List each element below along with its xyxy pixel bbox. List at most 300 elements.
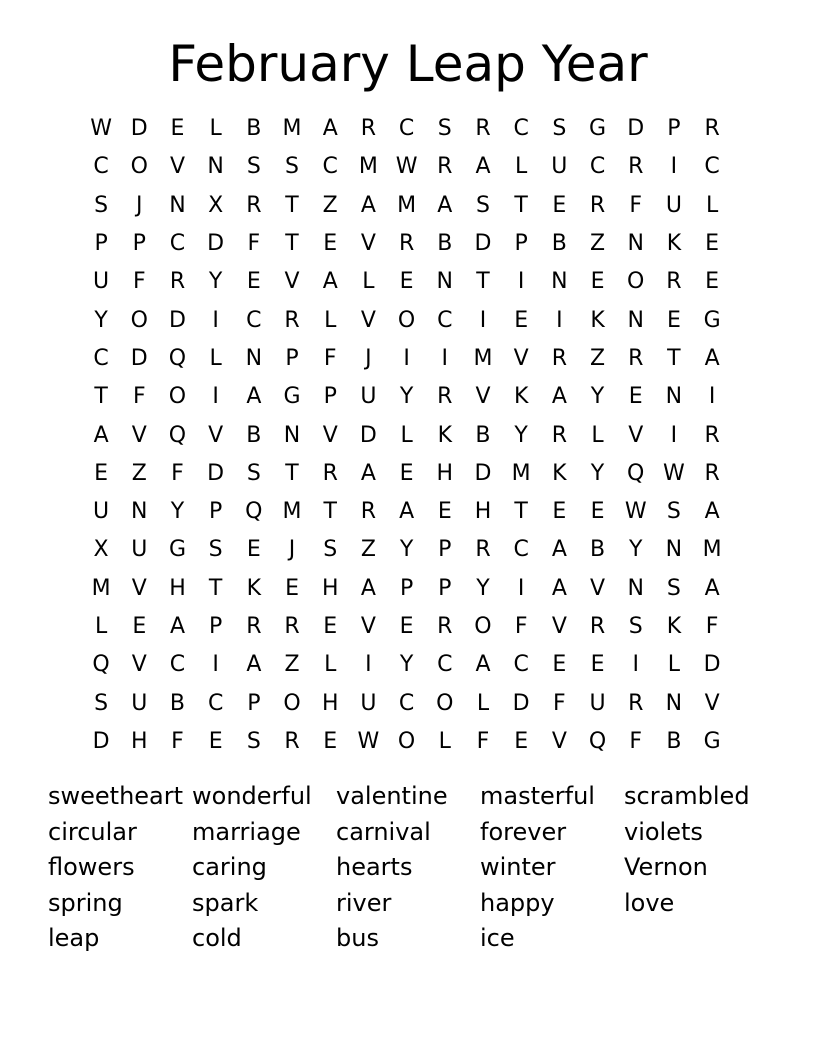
- grid-letter: E: [323, 614, 338, 639]
- grid-letter: E: [590, 269, 605, 295]
- word-list-item: carnival: [336, 817, 431, 846]
- grid-letter: K: [246, 575, 262, 601]
- grid-letter: Q: [168, 345, 187, 371]
- grid-letter: T: [667, 345, 681, 371]
- word-list-row: [48, 921, 768, 957]
- grid-letter: D: [207, 460, 225, 486]
- grid-letter: C: [93, 154, 109, 180]
- grid-letter: A: [551, 384, 567, 410]
- grid-letter: C: [513, 652, 529, 678]
- grid-letter: T: [208, 575, 223, 601]
- grid-letter: Y: [399, 652, 414, 678]
- grid-letter: Z: [322, 192, 338, 218]
- grid-letter: B: [589, 537, 606, 563]
- grid-letter: U: [551, 154, 568, 180]
- grid-letter: N: [207, 154, 224, 180]
- grid-letter: F: [705, 614, 719, 639]
- grid-letter: Z: [589, 231, 606, 257]
- grid-letter: K: [552, 460, 567, 486]
- grid-letter: E: [628, 384, 643, 410]
- grid-letter: R: [551, 345, 567, 371]
- grid-letter: E: [94, 460, 109, 486]
- grid-letter: Y: [399, 384, 414, 410]
- grid-letter: V: [322, 422, 338, 448]
- grid-row: [82, 263, 734, 301]
- grid-letter: R: [628, 345, 644, 371]
- grid-letter: D: [92, 728, 110, 754]
- word-list-row: [48, 886, 768, 922]
- grid-letter: R: [704, 422, 720, 448]
- grid-row: [82, 608, 734, 646]
- grid-letter: E: [323, 728, 338, 754]
- grid-letter: C: [246, 307, 262, 333]
- grid-letter: Q: [627, 460, 645, 486]
- grid-letter: E: [590, 499, 605, 525]
- grid-letter: M: [282, 499, 302, 525]
- grid-letter: F: [629, 728, 643, 754]
- grid-letter: V: [131, 652, 147, 678]
- grid-letter: R: [246, 614, 262, 639]
- grid-letter: P: [285, 345, 299, 371]
- grid-letter: M: [91, 575, 111, 601]
- grid-letter: P: [209, 499, 223, 525]
- word-list-item: leap: [48, 924, 100, 953]
- grid-letter: O: [283, 690, 301, 716]
- word-list-item: wonderful: [192, 782, 312, 811]
- grid-row: [82, 646, 734, 684]
- grid-letter: S: [475, 192, 490, 218]
- grid-letter: M: [397, 192, 417, 218]
- grid-letter: A: [475, 154, 491, 180]
- grid-letter: C: [437, 652, 453, 678]
- grid-letter: B: [437, 231, 453, 257]
- grid-letter: K: [590, 307, 605, 333]
- grid-letter: O: [474, 614, 492, 639]
- grid-letter: C: [322, 154, 338, 180]
- grid-letter: I: [441, 345, 449, 371]
- grid-letter: T: [514, 499, 528, 525]
- grid-letter: U: [131, 690, 148, 716]
- word-list-row: [48, 815, 768, 851]
- grid-letter: D: [130, 345, 148, 371]
- grid-letter: E: [552, 652, 567, 678]
- grid-letter: L: [209, 116, 222, 142]
- grid-letter: T: [94, 384, 108, 410]
- grid-row: [82, 531, 734, 569]
- grid-letter: Y: [94, 307, 108, 333]
- grid-letter: A: [246, 384, 262, 410]
- grid-row: [82, 493, 734, 531]
- grid-letter: N: [551, 269, 568, 295]
- grid-letter: K: [666, 614, 682, 639]
- grid-letter: T: [323, 499, 337, 525]
- word-list-item: circular: [48, 817, 137, 846]
- grid-letter: F: [323, 345, 337, 371]
- grid-letter: U: [93, 499, 110, 525]
- grid-letter: S: [552, 116, 567, 142]
- grid-row: [82, 455, 734, 493]
- word-list-item: ice: [480, 924, 515, 953]
- grid-letter: U: [360, 384, 377, 410]
- grid-letter: E: [170, 116, 185, 142]
- grid-letter: H: [321, 690, 339, 716]
- grid-letter: C: [437, 307, 453, 333]
- grid-letter: L: [705, 192, 719, 218]
- grid-letter: D: [168, 307, 186, 333]
- grid-letter: Q: [245, 499, 263, 525]
- grid-letter: L: [400, 422, 413, 448]
- grid-letter: M: [282, 116, 302, 142]
- grid-letter: Z: [589, 345, 606, 371]
- grid-letter: A: [551, 537, 567, 563]
- grid-letter: E: [514, 307, 529, 333]
- word-list-item: spark: [192, 888, 259, 917]
- grid-letter: L: [667, 652, 681, 678]
- grid-letter: T: [285, 460, 299, 486]
- grid-letter: U: [665, 192, 682, 218]
- grid-letter: D: [703, 652, 721, 678]
- grid-letter: A: [704, 345, 720, 371]
- grid-letter: P: [399, 575, 414, 601]
- grid-letter: F: [171, 728, 184, 754]
- grid-letter: N: [131, 499, 148, 525]
- grid-row: [82, 148, 734, 186]
- grid-letter: H: [436, 460, 454, 486]
- grid-row: [82, 378, 734, 416]
- grid-letter: E: [323, 231, 338, 257]
- grid-letter: R: [284, 728, 300, 754]
- grid-letter: S: [94, 690, 109, 716]
- word-list-row: [48, 850, 768, 886]
- grid-letter: C: [589, 154, 606, 180]
- grid-letter: V: [704, 690, 720, 716]
- grid-row: [82, 684, 734, 722]
- grid-letter: L: [515, 154, 528, 180]
- grid-letter: A: [551, 575, 567, 601]
- grid-letter: B: [246, 116, 262, 142]
- grid-letter: E: [399, 269, 414, 295]
- grid-letter: F: [132, 269, 146, 295]
- grid-letter: F: [553, 690, 566, 716]
- grid-letter: A: [322, 269, 338, 295]
- grid-letter: S: [323, 537, 338, 563]
- grid-letter: Q: [588, 728, 607, 754]
- grid-letter: C: [93, 345, 109, 371]
- grid-letter: R: [589, 192, 606, 218]
- grid-letter: R: [589, 614, 606, 639]
- grid-letter: I: [670, 422, 678, 448]
- grid-letter: N: [627, 231, 644, 257]
- grid-letter: R: [398, 231, 415, 257]
- grid-letter: I: [708, 384, 716, 410]
- grid-letter: G: [703, 728, 721, 754]
- grid-letter: L: [324, 307, 337, 333]
- grid-letter: Y: [476, 575, 490, 601]
- grid-letter: A: [704, 575, 720, 601]
- grid-letter: H: [321, 575, 339, 601]
- word-list-item: valentine: [336, 782, 448, 811]
- grid-letter: E: [399, 614, 414, 639]
- grid-letter: L: [476, 690, 490, 716]
- grid-letter: K: [437, 422, 452, 448]
- grid-letter: O: [397, 728, 416, 754]
- grid-letter: D: [474, 231, 492, 257]
- grid-letter: W: [357, 728, 380, 754]
- grid-row: [82, 416, 734, 454]
- grid-letter: U: [589, 690, 606, 716]
- grid-letter: C: [398, 116, 415, 142]
- grid-letter: T: [285, 192, 299, 218]
- grid-letter: P: [667, 116, 681, 142]
- grid-letter: B: [169, 690, 186, 716]
- word-list-item: hearts: [336, 853, 413, 882]
- grid-letter: V: [169, 154, 185, 180]
- grid-letter: R: [169, 269, 186, 295]
- grid-letter: S: [437, 116, 452, 142]
- grid-letter: E: [514, 728, 529, 754]
- grid-letter: A: [704, 499, 720, 525]
- grid-letter: A: [169, 614, 185, 639]
- grid-letter: E: [399, 460, 414, 486]
- word-list-item: scrambled: [624, 782, 750, 811]
- grid-letter: N: [627, 307, 644, 333]
- grid-letter: O: [130, 307, 148, 333]
- grid-letter: W: [90, 116, 112, 142]
- grid-letter: D: [474, 460, 492, 486]
- grid-letter: I: [403, 345, 410, 371]
- grid-letter: S: [666, 499, 681, 525]
- grid-letter: C: [169, 231, 186, 257]
- grid-letter: D: [130, 116, 148, 142]
- grid-letter: Y: [170, 499, 185, 525]
- grid-letter: H: [169, 575, 186, 601]
- word-list-item: river: [336, 888, 392, 917]
- grid-letter: C: [398, 690, 415, 716]
- grid-letter: G: [168, 537, 186, 563]
- grid-letter: E: [246, 269, 261, 295]
- grid-letter: O: [627, 269, 645, 295]
- grid-letter: I: [212, 652, 219, 678]
- grid-letter: V: [551, 614, 567, 639]
- grid-letter: N: [169, 192, 186, 218]
- grid-letter: A: [360, 575, 376, 601]
- grid-letter: T: [514, 192, 528, 218]
- grid-letter: V: [131, 575, 147, 601]
- grid-row: [82, 301, 734, 339]
- puzzle-title: February Leap Year: [168, 35, 648, 93]
- grid-letter: E: [705, 269, 720, 295]
- grid-letter: L: [324, 652, 337, 678]
- letter-grid: [82, 110, 734, 761]
- grid-letter: N: [436, 269, 454, 295]
- grid-letter: M: [473, 345, 493, 371]
- grid-letter: A: [322, 116, 338, 142]
- grid-letter: U: [93, 269, 110, 295]
- grid-letter: N: [245, 345, 263, 371]
- grid-letter: F: [476, 728, 490, 754]
- grid-letter: B: [475, 422, 491, 448]
- grid-letter: I: [212, 384, 219, 410]
- grid-letter: S: [628, 614, 643, 639]
- grid-letter: B: [246, 422, 262, 448]
- grid-letter: T: [476, 269, 490, 295]
- grid-letter: F: [171, 460, 184, 486]
- grid-letter: V: [208, 422, 224, 448]
- word-list-item: marriage: [192, 817, 301, 846]
- grid-letter: B: [666, 728, 682, 754]
- grid-letter: P: [209, 614, 223, 639]
- grid-letter: S: [285, 154, 300, 180]
- grid-letter: H: [474, 499, 492, 525]
- grid-letter: M: [702, 537, 722, 563]
- grid-letter: G: [283, 384, 301, 410]
- grid-letter: A: [360, 460, 376, 486]
- grid-letter: A: [246, 652, 262, 678]
- grid-letter: K: [666, 231, 682, 257]
- grid-letter: L: [209, 345, 222, 371]
- grid-letter: E: [552, 192, 567, 218]
- grid-letter: C: [513, 116, 529, 142]
- grid-letter: S: [246, 728, 261, 754]
- grid-row: [82, 187, 734, 225]
- word-list-item: winter: [480, 853, 556, 882]
- grid-letter: A: [360, 192, 376, 218]
- grid-letter: C: [169, 652, 186, 678]
- grid-letter: O: [397, 307, 416, 333]
- grid-letter: O: [436, 690, 454, 716]
- grid-letter: F: [629, 192, 643, 218]
- word-list-item: love: [624, 888, 675, 917]
- grid-letter: S: [94, 192, 109, 218]
- word-list-item: cold: [192, 924, 242, 953]
- grid-letter: I: [365, 652, 372, 678]
- grid-letter: P: [438, 575, 452, 601]
- grid-letter: L: [438, 728, 451, 754]
- grid-letter: H: [131, 728, 148, 754]
- grid-letter: Y: [590, 384, 605, 410]
- grid-letter: B: [551, 231, 567, 257]
- grid-letter: I: [212, 307, 219, 333]
- grid-letter: S: [246, 154, 261, 180]
- grid-letter: P: [323, 384, 337, 410]
- grid-letter: E: [208, 728, 223, 754]
- grid-letter: S: [208, 537, 223, 563]
- grid-letter: R: [246, 192, 262, 218]
- grid-letter: P: [94, 231, 108, 257]
- grid-letter: A: [475, 652, 491, 678]
- grid-letter: R: [437, 384, 453, 410]
- grid-letter: N: [665, 384, 683, 410]
- grid-letter: U: [360, 690, 377, 716]
- grid-letter: E: [246, 537, 261, 563]
- grid-letter: V: [628, 422, 644, 448]
- grid-letter: Y: [514, 422, 528, 448]
- grid-letter: I: [670, 154, 678, 180]
- word-list-item: happy: [480, 888, 555, 917]
- grid-letter: I: [517, 269, 525, 295]
- grid-letter: E: [705, 231, 720, 257]
- grid-letter: X: [208, 192, 224, 218]
- word-list-item: spring: [48, 888, 123, 917]
- grid-letter: G: [589, 116, 607, 142]
- grid-letter: S: [666, 575, 681, 601]
- grid-letter: V: [131, 422, 147, 448]
- word-list-item: flowers: [48, 853, 135, 882]
- grid-letter: P: [247, 690, 261, 716]
- grid-letter: J: [288, 537, 296, 563]
- grid-letter: J: [365, 345, 372, 371]
- grid-letter: R: [437, 154, 453, 180]
- grid-letter: W: [624, 499, 647, 525]
- grid-letter: I: [556, 307, 563, 333]
- grid-letter: V: [475, 384, 491, 410]
- grid-letter: Y: [628, 537, 643, 563]
- grid-letter: D: [359, 422, 377, 448]
- grid-letter: E: [437, 499, 452, 525]
- word-list-item: forever: [480, 817, 567, 846]
- word-list-row: [48, 779, 768, 815]
- grid-letter: E: [552, 499, 567, 525]
- grid-letter: E: [590, 652, 605, 678]
- grid-letter: Q: [168, 422, 187, 448]
- grid-letter: W: [395, 154, 418, 180]
- grid-letter: O: [168, 384, 187, 410]
- grid-letter: F: [514, 614, 528, 639]
- word-list-item: violets: [624, 817, 703, 846]
- grid-letter: R: [360, 499, 377, 525]
- grid-letter: Z: [131, 460, 147, 486]
- grid-row: [82, 723, 734, 761]
- grid-letter: N: [283, 422, 301, 448]
- grid-row: [82, 570, 734, 608]
- grid-letter: N: [665, 690, 683, 716]
- grid-letter: R: [360, 116, 377, 142]
- grid-letter: E: [666, 307, 681, 333]
- grid-letter: R: [666, 269, 682, 295]
- grid-letter: R: [437, 614, 453, 639]
- grid-letter: I: [479, 307, 487, 333]
- grid-letter: G: [703, 307, 721, 333]
- grid-letter: R: [551, 422, 567, 448]
- grid-letter: R: [628, 154, 644, 180]
- word-list-item: caring: [192, 853, 267, 882]
- grid-letter: D: [512, 690, 530, 716]
- grid-letter: R: [284, 307, 300, 333]
- grid-letter: E: [285, 575, 299, 601]
- grid-letter: C: [207, 690, 224, 716]
- word-list-item: Vernon: [624, 853, 708, 882]
- grid-letter: C: [704, 154, 720, 180]
- grid-letter: R: [284, 614, 300, 639]
- grid-letter: K: [513, 384, 529, 410]
- grid-row: [82, 225, 734, 263]
- grid-letter: V: [360, 614, 376, 639]
- grid-letter: Z: [360, 537, 376, 563]
- grid-letter: T: [285, 231, 299, 257]
- grid-letter: A: [93, 422, 109, 448]
- grid-letter: V: [284, 269, 300, 295]
- word-list-item: bus: [336, 924, 379, 953]
- grid-letter: C: [513, 537, 529, 563]
- grid-letter: F: [132, 384, 146, 410]
- grid-letter: Q: [92, 652, 110, 678]
- grid-letter: R: [704, 116, 720, 142]
- word-list-item: sweetheart: [48, 782, 184, 811]
- grid-letter: E: [132, 614, 147, 639]
- grid-letter: Y: [208, 269, 223, 295]
- grid-letter: Y: [399, 537, 414, 563]
- grid-letter: P: [438, 537, 452, 563]
